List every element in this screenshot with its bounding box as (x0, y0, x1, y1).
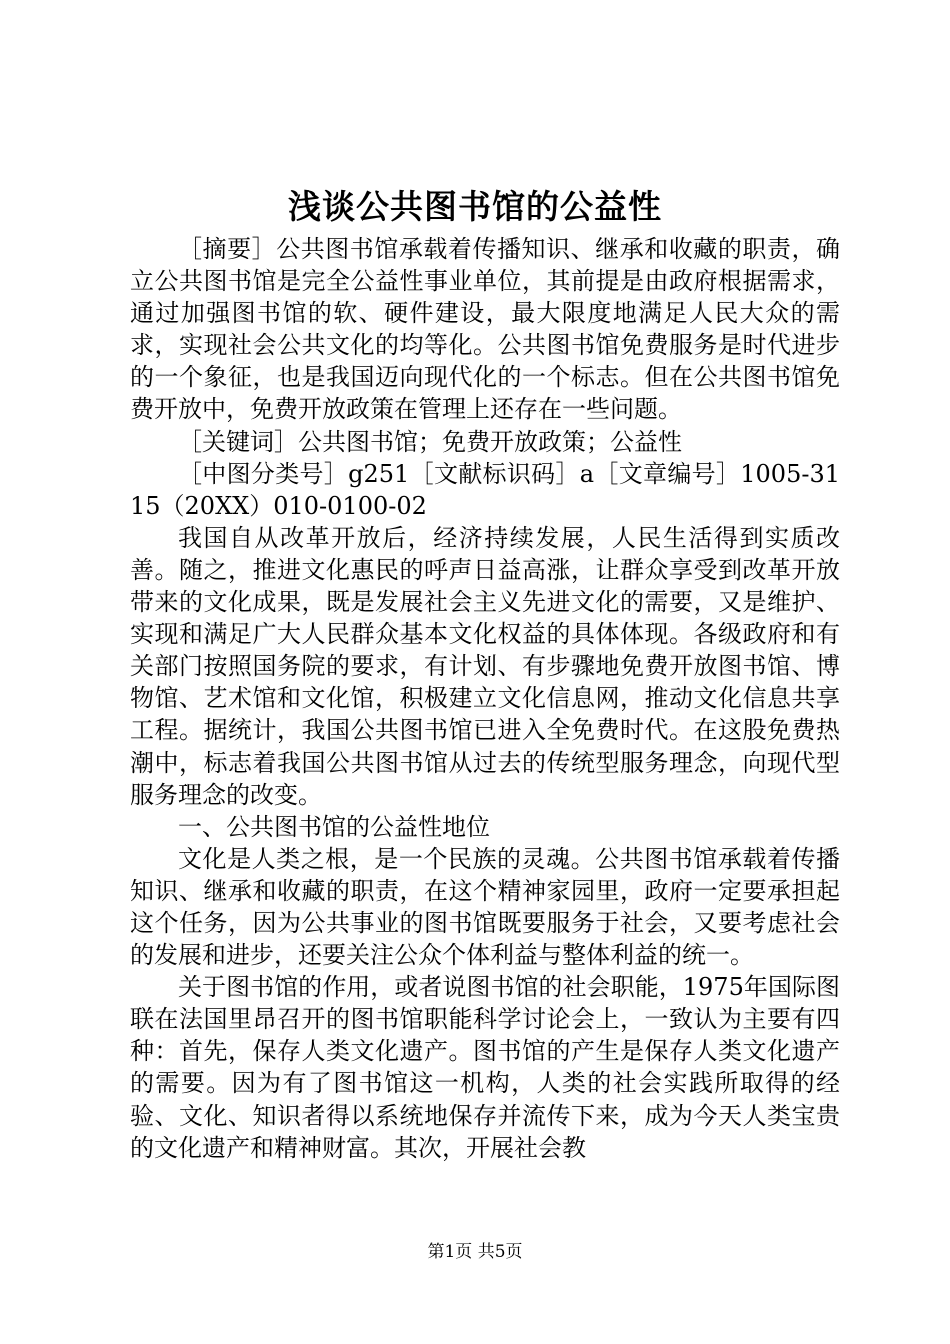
keywords-paragraph: ［关键词］公共图书馆；免费开放政策；公益性 (178, 427, 682, 456)
body-paragraph: 关于图书馆的作用，或者说图书馆的社会职能，1975年国际图联在法国里昂召开的图书馆职能科学讨论会上，一致认为主要有四种：首先，保存人类文化遗产。图书馆的产生是保存人类文化遗产的需要。因为有了图书馆这一机构，人类的社会实践所取得的经验、文化、知识者得以系统地保存并流传下来，成为今天人类宝贵的文化遗产和精神财富。其次，开展社会教 (130, 973, 840, 1162)
body-paragraph: 我国自从改革开放后，经济持续发展，人民生活得到实质改善。随之，推进文化惠民的呼声日益高涨，让群众享受到改革开放带来的文化成果，既是发展社会主义先进文化的需要，又是维护、实现和满足广大人民群众基本文化权益的具体体现。各级政府和有关部门按照国务院的要求，有计划、有步骤地免费开放图书馆、博物馆、艺术馆和文化馆，积极建立文化信息网，推动文化信息共享工程。据统计，我国公共图书馆已进入全免费时代。在这股免费热潮中，标志着我国公共图书馆从过去的传统型服务理念，向现代型服务理念的改变。 (130, 523, 840, 809)
abstract-paragraph: ［摘要］公共图书馆承载着传播知识、继承和收藏的职责，确立公共图书馆是完全公益性事业单位，其前提是由政府根据需求，通过加强图书馆的软、硬件建设，最大限度地满足人民大众的需求，实现社会公共文化的均等化。公共图书馆免费服务是时代进步的一个象征，也是我国迈向现代化的一个标志。但在公共图书馆免费开放中，免费开放政策在管理上还存在一些问题。 (130, 235, 840, 424)
document-body (130, 233, 840, 1164)
body-paragraph: 文化是人类之根，是一个民族的灵魂。公共图书馆承载着传播知识、继承和收藏的职责，在这个精神家园里，政府一定要承担起这个任务，因为公共事业的图书馆既要服务于社会，又要考虑社会的发展和进步，还要关注公众个体利益与整体利益的统一。 (130, 844, 840, 970)
page-footer: 第1页 共5页 (427, 1242, 523, 1262)
classification-paragraph: ［中图分类号］g251［文献标识码］a［文章编号］1005-3115（20XX）010-0100-02 (130, 459, 840, 520)
section-heading: 一、公共图书馆的公益性地位 (178, 812, 490, 841)
document-title: 浅谈公共图书馆的公益性 (288, 187, 662, 226)
